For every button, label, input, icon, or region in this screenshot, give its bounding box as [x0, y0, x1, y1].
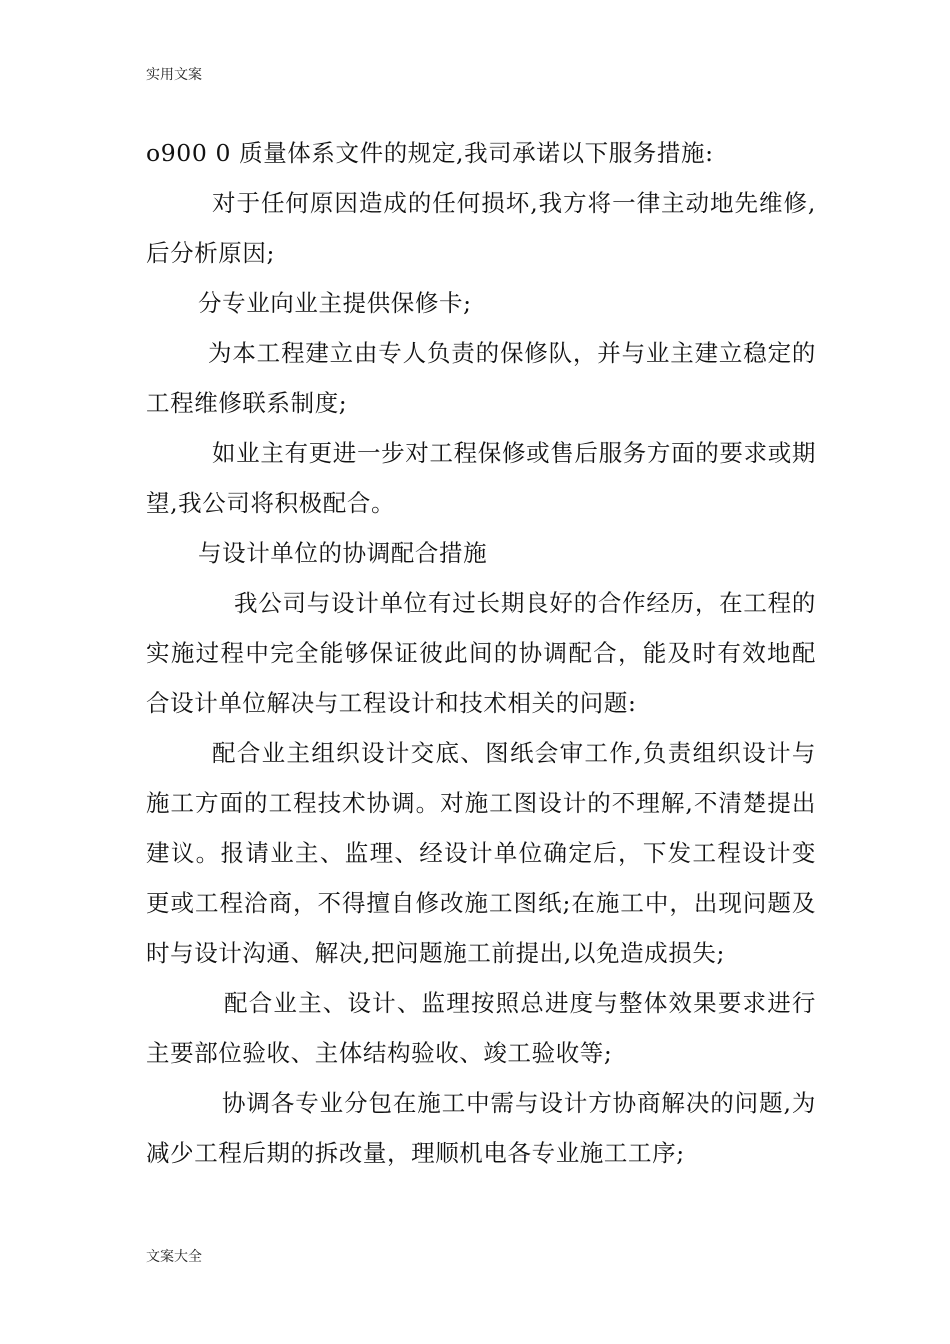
paragraph-acceptance: 配合业主、设计、监理按照总进度与整体效果要求进行主要部位验收、主体结构验收、竣工验收等;: [146, 989, 816, 1067]
page-header-label: 实用文案: [146, 67, 202, 83]
paragraph-design-cooperation: 我公司与设计单位有过长期良好的合作经历，在工程的实施过程中完全能够保证彼此间的协调配合，能及时有效地配合设计单位解决与工程设计和技术相关的问题:: [146, 589, 816, 717]
paragraph-repair-team: 为本工程建立由专人负责的保修队，并与业主建立稳定的工程维修联系制度;: [146, 339, 816, 417]
paragraph-after-sales: 如业主有更进一步对工程保修或售后服务方面的要求或期望,我公司将积极配合。: [146, 439, 816, 517]
paragraph-repair-first: 对于任何原因造成的任何损坏,我方将一律主动地先维修,后分析原因;: [146, 189, 816, 267]
paragraph-design-disclosure: 配合业主组织设计交底、图纸会审工作,负责组织设计与施工方面的工程技术协调。对施工图设计的不理解,不清楚提出建议。报请业主、监理、经设计单位确定后，下发工程设计变更或工程洽商，不得擅自修改施工图纸;在施工中，出现问题及时与设计沟通、解决,把问题施工前提出,以免造成损失;: [146, 739, 816, 967]
document-body: [146, 128, 816, 1178]
section-heading-design-coordination: 与设计单位的协调配合措施: [198, 539, 488, 567]
paragraph-warranty-card: 分专业向业主提供保修卡;: [198, 289, 472, 317]
paragraph-subcontractor-coordination: 协调各专业分包在施工中需与设计方协商解决的问题,为减少工程后期的拆改量，理顺机电各专业施工工序;: [146, 1089, 816, 1167]
page-footer-label: 文案大全: [146, 1249, 202, 1265]
paragraph-quality-commitment: o900 0 质量体系文件的规定,我司承诺以下服务措施:: [146, 139, 714, 167]
